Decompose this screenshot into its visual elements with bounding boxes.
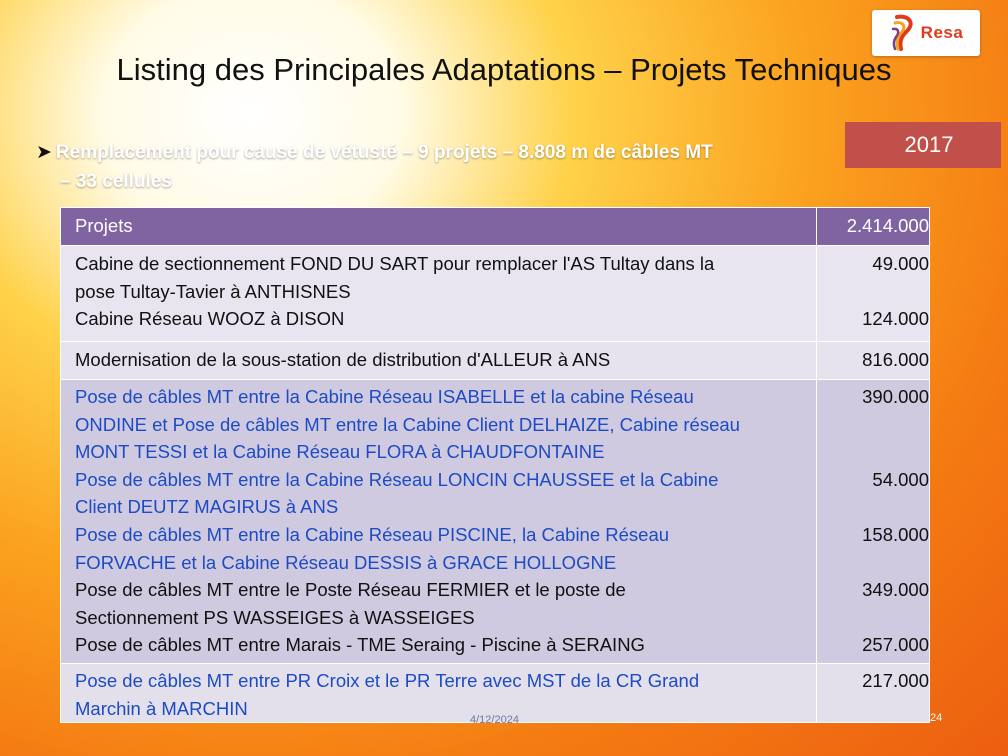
- project-line: FORVACHE et la Cabine Réseau DESSIS à GRACE HOLLOGNE: [75, 551, 617, 573]
- table-row: [61, 342, 929, 380]
- table-row: [61, 246, 929, 342]
- project-line: MONT TESSI et la Cabine Réseau FLORA à CHAUDFONTAINE: [75, 441, 605, 463]
- section-bullet: [36, 138, 816, 196]
- page-title: Listing des Principales Adaptations – Projets Techniques: [116, 52, 892, 87]
- bullet-line-1: Remplacement pour cause de vétusté – 9 projets – 8.808 m de câbles MT: [55, 142, 713, 163]
- year-badge: 2017: [845, 122, 1001, 168]
- bullet-line-2: – 33 cellules: [60, 171, 172, 192]
- project-amount: 49.000: [872, 253, 929, 274]
- project-line: Cabine de sectionnement FOND DU SART pour remplacer l'AS Tultay dans la: [75, 253, 715, 274]
- project-line: pose Tultay-Tavier à ANTHISNES: [75, 280, 351, 302]
- header-projects-label: Projets: [75, 215, 133, 236]
- project-line: Pose de câbles MT entre la Cabine Réseau ISABELLE et la cabine Réseau: [75, 386, 694, 407]
- project-line: Marchin à MARCHIN: [75, 697, 248, 719]
- project-line: Modernisation de la sous-station de distribution d'ALLEUR à ANS: [75, 349, 611, 370]
- project-amount: 390.000: [862, 386, 929, 407]
- project-line: ONDINE et Pose de câbles MT entre la Cabine Client DELHAIZE, Cabine réseau: [75, 413, 740, 435]
- project-line: Sectionnement PS WASSEIGES à WASSEIGES: [75, 606, 475, 628]
- resa-swoosh-icon: [889, 13, 919, 53]
- footer-date: 4/12/2024: [470, 714, 519, 726]
- project-line: Pose de câbles MT entre la Cabine Réseau PISCINE, la Cabine Réseau: [75, 523, 670, 545]
- project-amount: 816.000: [862, 349, 929, 370]
- project-amount: 349.000: [862, 579, 929, 600]
- logo-text: Resa: [920, 23, 964, 42]
- arrow-bullet-icon: ➤: [36, 142, 52, 163]
- resa-logo: [872, 10, 980, 56]
- project-line: Client DEUTZ MAGIRUS à ANS: [75, 496, 339, 518]
- project-line: Pose de câbles MT entre le Poste Réseau FERMIER et le poste de: [75, 579, 626, 601]
- header-total-value: 2.414.000: [846, 215, 929, 236]
- page-number: 24: [930, 712, 943, 724]
- project-line: Cabine Réseau WOOZ à DISON: [75, 308, 345, 330]
- project-amount: 158.000: [862, 524, 929, 545]
- project-amount: 257.000: [862, 634, 929, 655]
- project-line: Pose de câbles MT entre Marais - TME Seraing - Piscine à SERAING: [75, 634, 645, 656]
- project-line: Pose de câbles MT entre la Cabine Réseau LONCIN CHAUSSEE et la Cabine: [75, 468, 719, 490]
- project-amount: 124.000: [862, 308, 929, 329]
- projects-table: [60, 207, 930, 723]
- project-amount: 54.000: [872, 469, 929, 490]
- project-line: Pose de câbles MT entre PR Croix et le PR Terre avec MST de la CR Grand: [75, 670, 700, 691]
- table-header-row: [61, 208, 929, 246]
- project-amount: 217.000: [862, 670, 929, 691]
- table-row: [61, 380, 929, 664]
